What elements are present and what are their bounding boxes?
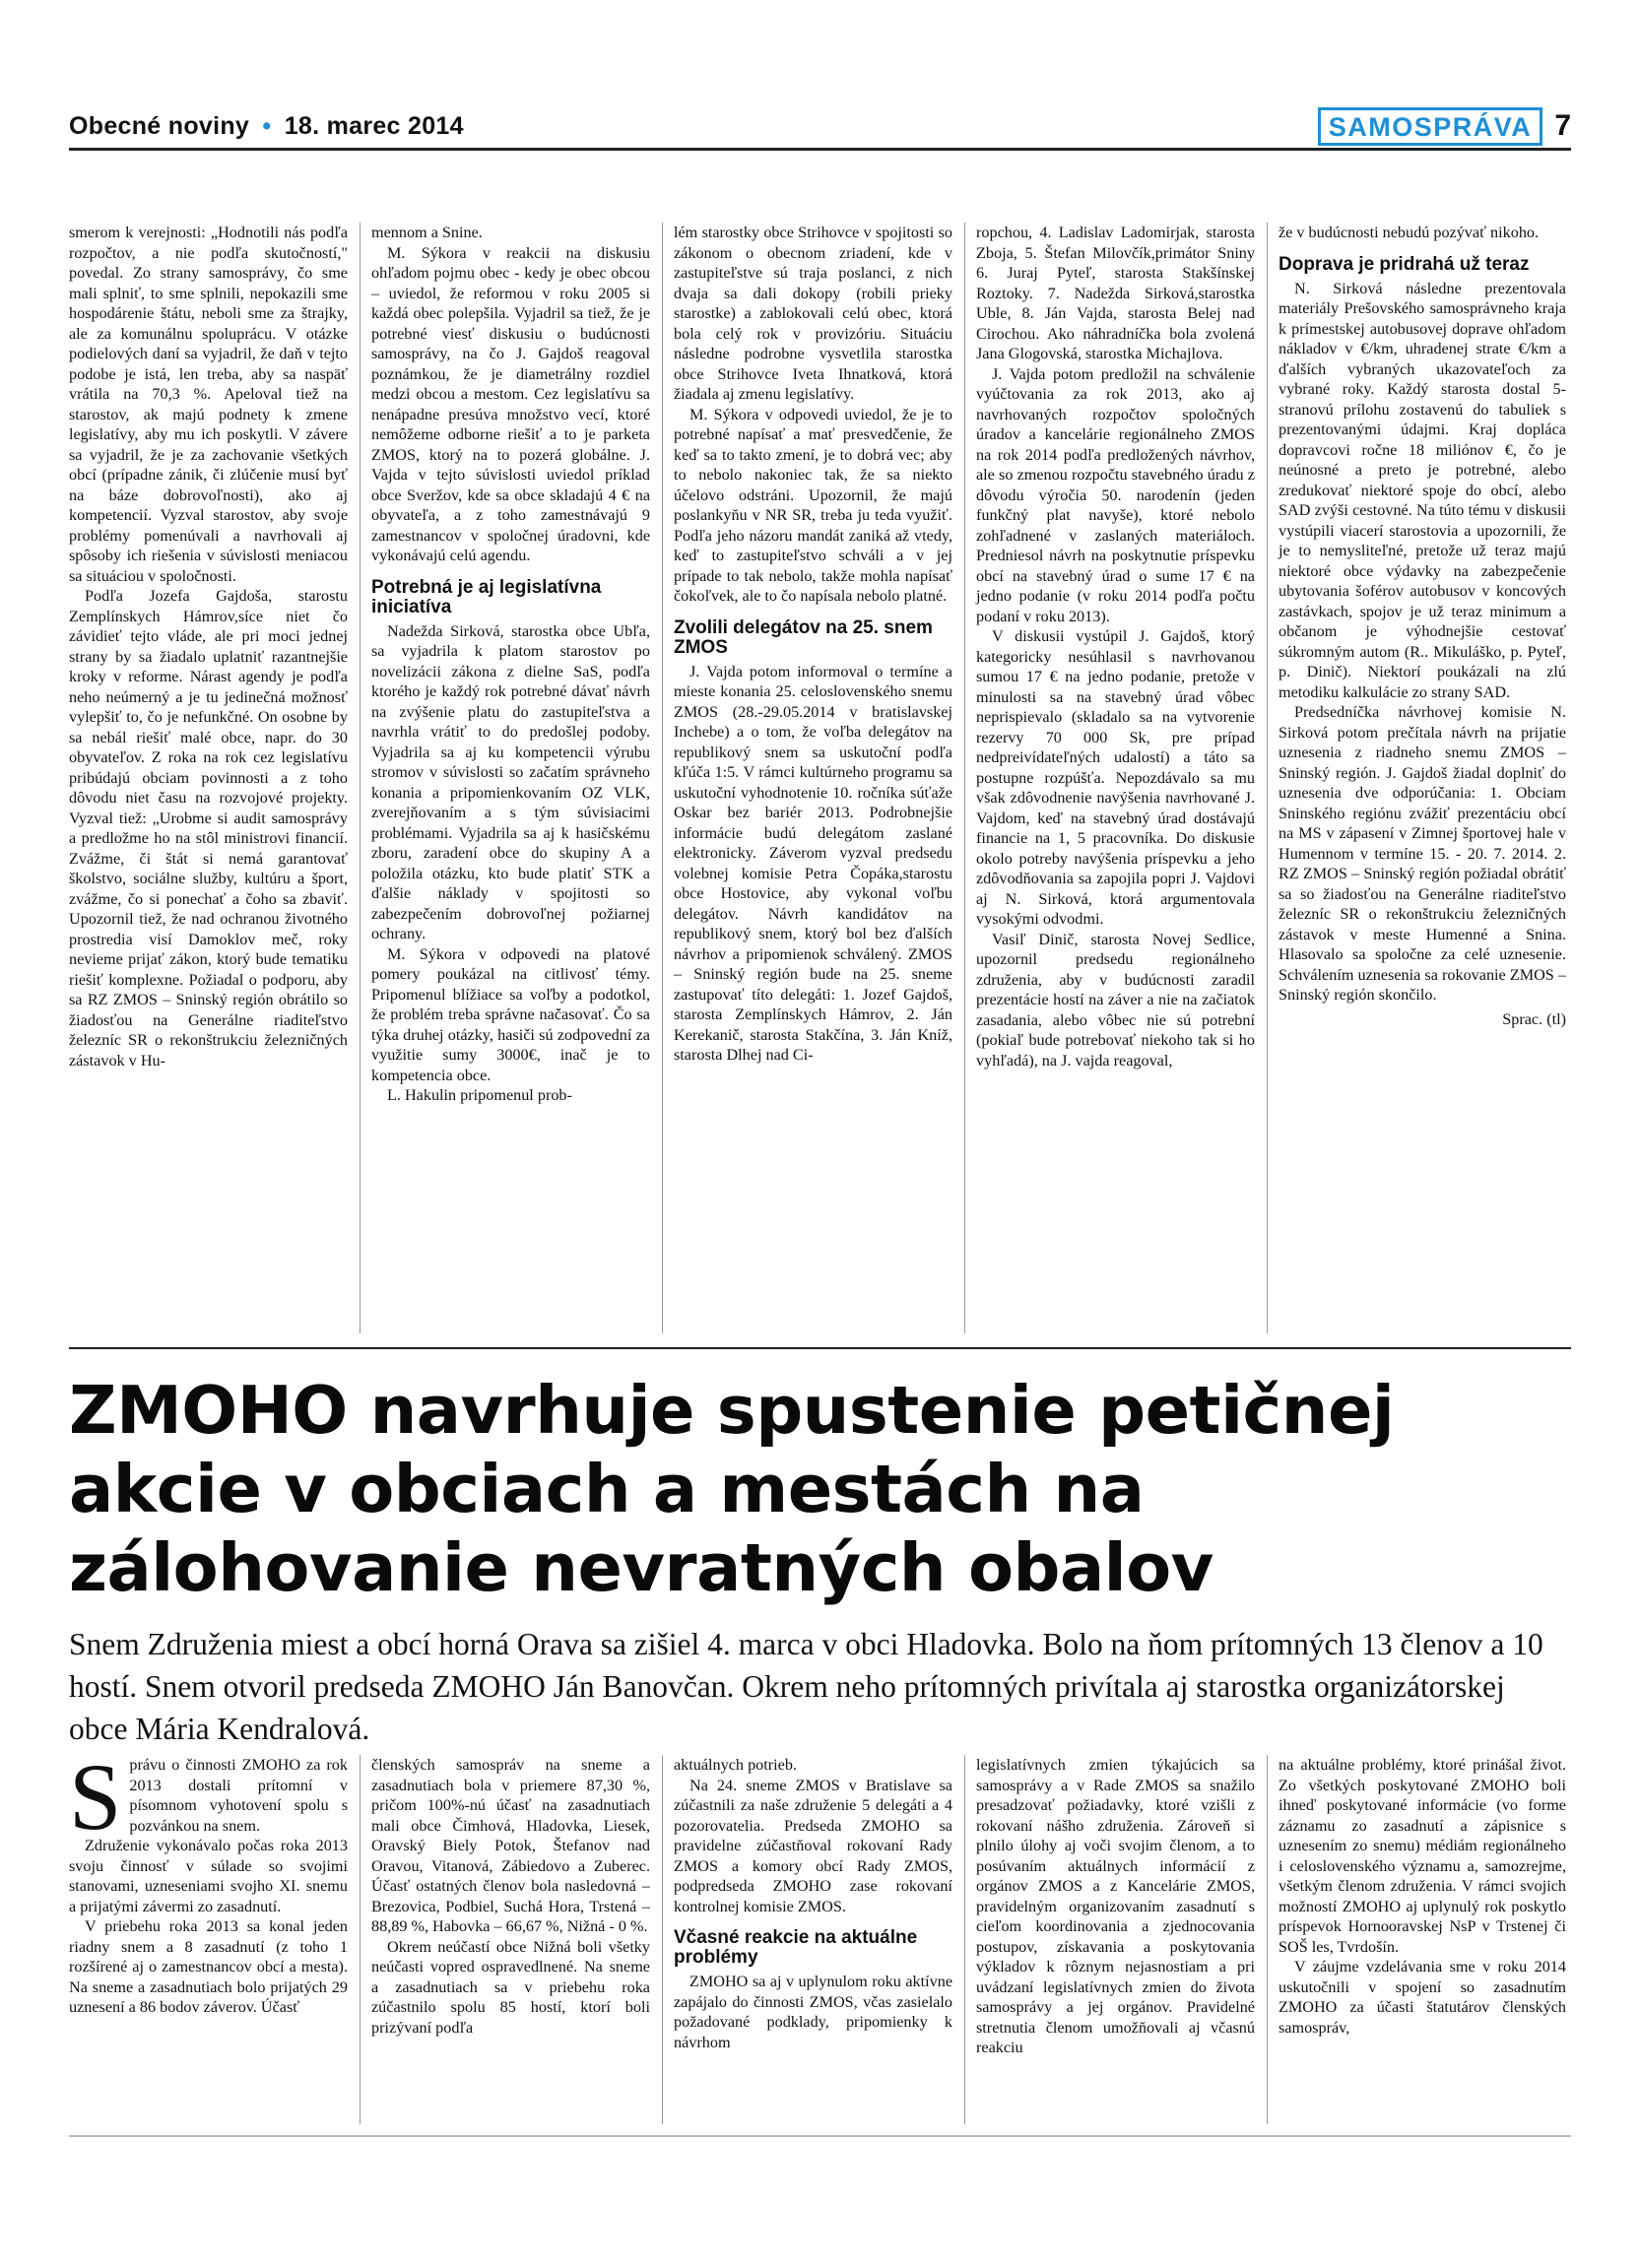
separator-dot: • bbox=[262, 112, 272, 140]
top-article-col-5 bbox=[1279, 223, 1566, 1029]
paragraph: ropchou, 4. Ladislav Ladomirjak, starosta Zboja, 5. Štefan Milovčík,primátor Sniny 6. Juraj Pyteľ, starosta Stakšínskej Roztoky. 7. Nadežda Sirková,starostka Uble, 8. Ján Vajda, starosta Belej nad Cirochou. Ako náhradníčka bola zvolená Jana Glogovská, starostka Michajlova. bbox=[976, 224, 1255, 362]
paragraph: Nadežda Sirková, starostka obce Ubľa, sa vyjadrila k platom starostov po novelizácii zákona z dielne SaS, podľa ktorého je každý rok potrebné dávať návrh na zvýšenie platu do zastupiteľstva a navrhla vrátiť to do predošlej podoby. Vyjadrila sa aj ku kompetencii výrubu stromov v súvislosti so začatím správneho konania a pripomienkovaním OZ VLK, zverejňovaním a s tým súvisiacimi problémami. Vyjadrila sa aj k hasičskému zboru, zaradení obce do skupiny A a položila otázku, kto bude platiť STK a ďalšie náklady v spojitosti so zabezpečením dobrovoľnej požiarnej ochrany. bbox=[371, 621, 650, 942]
paragraph: Okrem neúčastí obce Nižná boli všetky neúčasti vopred ospravedlnené. Na sneme a zasadnutiach sa v priebehu roka zúčastnilo spolu 85 hostí, ktorí boli prizývaní podľa bbox=[371, 1937, 650, 2037]
paragraph: Na 24. sneme ZMOS v Bratislave sa zúčastnili za naše združenie 5 delegáti a 4 pozorovatelia. Predseda ZMOHO sa pravidelne zúčastňoval rokovaní Rady ZMOS a komory obcí Rady ZMOS, podpredseda ZMOHO zase rokovaní kontrolnej komisie ZMOS. bbox=[674, 1776, 952, 1915]
main-article-col-1 bbox=[69, 1744, 348, 2018]
author-signature: Sprac. (tl) bbox=[1502, 1009, 1566, 1028]
subheading: Včasné reakcie na aktuálne problémy bbox=[674, 1927, 918, 1968]
paragraph: mennom a Snine. bbox=[371, 224, 483, 241]
column-divider bbox=[964, 1755, 965, 2124]
main-article-col-2 bbox=[371, 1755, 650, 2038]
page-number: 7 bbox=[1554, 109, 1571, 142]
main-article-col-4 bbox=[976, 1755, 1255, 2058]
paragraph: členských samospráv na sneme a zasadnutiach bola v priemere 87,30 %, pričom 100%-nú účasť na zasadnutiach mali obce Čimhová, Hladovka, Liesek, Oravský Biely Potok, Štefanov nad Oravou, Vitanová, Zábiedovo a Zuberec. Účasť ostatných členov bola nasledovná – Brezovica, Podbiel, Suchá Hora, Trstená – 88,89 %, Habovka – 66,67 %, Nižná - 0 %. bbox=[371, 1756, 650, 1935]
paragraph: na aktuálne problémy, ktoré prinášal život. Zo všetkých poskytované ZMOHO boli ihneď poskytované informácie (vo forme záznamu zo zasadnutí a zápisnice s uznesením zo snemu) médiám regionálneho i celoslovenského významu a, samozrejme, všetkým členom združenia. V rámci svojich možností ZMOHO aj uplynulý rok poskytlo príspevok Hornooravskej NsP v Trstenej či SOŠ les, Tvrdošín. bbox=[1279, 1756, 1566, 1956]
page-header bbox=[69, 106, 1571, 150]
drop-cap: S bbox=[69, 1744, 122, 1849]
paragraph: V záujme vzdelávania sme v roku 2014 uskutočnili v spojení so zasadnutím ZMOHO za účasti štatutárov členských samospráv, bbox=[1279, 1958, 1566, 2037]
column-divider bbox=[360, 223, 361, 1333]
column-divider bbox=[1267, 1755, 1268, 2124]
top-article-col-3 bbox=[674, 223, 952, 1066]
subheading: Doprava je pridrahá už teraz bbox=[1279, 253, 1530, 275]
paragraph: Vasiľ Dinič, starosta Novej Sedlice, upozornil predsedu regionálneho združenia, aby v budúcnosti zaradil prezentácie hostí na záver a nie na začiatok zasadania, alebo vôbec nie sú potrební (pokiaľ bude potrebovať niekoho tak si ho vyhľadá), na J. vajda reagoval, bbox=[976, 930, 1255, 1069]
paragraph: Predsedníčka návrhovej komisie N. Sirková potom prečítala návrh na prijatie uznesenia z riadneho snemu ZMOS – Sninský región. J. Gajdoš žiadal doplniť do uznesenia dve odporúčania: 1. Obciam Sninského regiónu zvážiť prezentáciu obcí na MS v zápasení v Zimnej športovej hale v Humennom v termíne 15. - 20. 7. 2014. 2. RZ ZMOS – Sninský región požiadal obrátiť sa so žiadosťou na Generálne riaditeľstvo železníc SR o rekonštrukciu železničných zástavok v meste Humenné a Snina. Hlasovalo sa spoločne za celé uznesenie. Schválením uznesenia sa rokovanie ZMOS – Sninský región skončilo. bbox=[1279, 703, 1566, 1004]
paragraph: že v budúcnosti nebudú pozývať nikoho. bbox=[1279, 224, 1540, 241]
paragraph: aktuálnych potrieb. bbox=[674, 1756, 797, 1774]
paragraph: V priebehu roka 2013 sa konal jeden riadny snem a 8 zasadnutí (z toho 1 rozšírené aj o zamestnancov obcí a mesta). Na sneme a zasadnutiach bolo prijatých 29 uznesení a 86 bodov záverov. Účasť bbox=[69, 1917, 348, 2016]
top-article-col-2 bbox=[371, 223, 650, 1106]
page-bottom-rule bbox=[69, 2135, 1571, 2137]
lead-paragraph: Snem Združenia miest a obcí horná Orava sa zišiel 4. marca v obci Hladovka. Bolo na ňom prítomných 13 členov a 10 hostí. Snem otvoril predseda ZMOHO Ján Banovčan. Okrem neho prítomných privítala aj starostka organizátorskej obce Mária Kendralová. bbox=[69, 1627, 1543, 1746]
paragraph: smerom k verejnosti: „Hodnotili nás podľa rozpočtov, a nie podľa skutočností," povedal. Zo strany samosprávy, čo sme mali splniť, to sme splnili, nepokazili sme hospodárenie štátu, neboli sme za štrajky, ale za komunálnu spoluprácu. V otázke podielových daní sa vyjadril, že daň v tejto podobe je istá, len treba, aby sa naspäť vrátila na 70,3 %. Apeloval tiež na starostov, ak majú podnety k zmene legislatívy, aby mu ich poskytli. V závere sa vyjadril, že je za zachovanie všetkých obcí (prípadne zánik, či zlúčenie musí byť na báze dobrovoľnosti), ako aj kompetencií. Vyzval starostov, aby svoje problémy pomenúvali a navrhovali aj spôsoby ich riešenia v súvislosti meniacou sa situáciou v spoločnosti. bbox=[69, 224, 348, 585]
column-divider bbox=[662, 1755, 663, 2124]
column-divider bbox=[1267, 223, 1268, 1333]
paragraph: M. Sýkora v odpovedi uviedol, že je to potrebné napísať a mať presvedčenie, že keď sa to takto zmení, je to dobrá vec; aby to nebolo nakoniec tak, že sa niekto účelovo odstráni. Upozornil, že majú poslankyňu v NR SR, treba ju teda využiť. Podľa jeho názoru mandát zaniká až vtedy, keď to zastupiteľstvo schváli a v jej prípade to tak nebolo, takže mohla napísať čokoľvek, ale to čo napísala nebolo platné. bbox=[674, 405, 952, 605]
paragraph: N. Sirková následne prezentovala materiály Prešovského samosprávneho kraja k prímestskej autobusovej doprave ohľadom nákladov v €/km, uhradenej strate €/km a ďalších vybraných ukazovateľoch za vybrané roky. Každý starosta dostal 5-stranovú prílohu zostavenú do tabuliek s prezentovanými údajmi. Kraj dopláca dopravcovi ročne 18 miliónov €, čo je neúnosné a preto je potrebné, alebo zredukovať niektoré spoje do obcí, alebo SAD zvýši cestovné. Na túto tému v diskusii vystúpili viacerí starostovia a upozornili, že je to nemysliteľné, pretože už teraz majú niektoré obce výdavky na zabezpečenie ubytovania šoférov autobusov v koncových zastávkach, spojov je už teraz minimum a občanom je výhodnejšie cestovať súkromným autom (R.. Mikuláško, p. Pyteľ, p. Dinič). Niektorí poukázali na zlú metodiku kalkulácie zo strany SAD. bbox=[1279, 279, 1566, 701]
paragraph: M. Sýkora v reakcii na diskusiu ohľadom pojmu obec - kedy je obec obcou – uviedol, že reformou v roku 2005 si každá obec polepšila. Vyjadril sa tiež, že je potrebné viesť diskusiu o budúcnosti samosprávy, na čo J. Gajdoš reagoval poznámkou, že je diametrálny rozdiel medzi obcou a mestom. Cez legislatívu sa nenápadne presúva množstvo vecí, ktoré nemôžeme odborne riešiť a to je parketa ZMOS, ktorý na to pozerá globálne. J. Vajda v tejto súvislosti uviedol príklad obce Sveržov, kde sa obce skladajú 4 € na obyvateľa, a z toho zamestnávajú 9 zamestnancov v spoločnej úradovni, kde vykonávajú celú agendu. bbox=[371, 243, 650, 564]
paragraph: Podľa Jozefa Gajdoša, starostu Zemplínskych Hámrov,síce niet čo závidieť tejto vláde, ale pri moci jednej strany by sa žiadalo uplatniť razantnejšie kroky v reforme. Nárast agendy je podľa neho neúmerný a je tu jedinečná možnosť vylepšiť to, čo je nefunkčné. On osobne by sa nebál riešiť malé obce, napr. do 30 obyvateľov. Z roka na rok cez legislatívu pribúdajú obciam povinnosti a z toho dôvodu niet času na rozvojové projekty. Vyzval tiež: „Urobme si audit samosprávy a predložme ho na stôl ministrovi financií. Zvážme, či štát si nemá garantovať školstvo, sociálne služby, kultúru a šport, zvážme, čo si ponechať a čoho sa zbaviť. Upozornil tiež, že nad ochranou životného prostredia visí Damoklov meč, roky nevieme prijať zákon, ktorý bude tematiku riešiť komplexne. Požiadal o podporu, aby sa RZ ZMOS – Sninský región obrátilo so žiadosťou na Generálne riaditeľstvo železníc SR o rekonštrukciu železničných zástavok v Hu- bbox=[69, 587, 348, 1069]
paragraph: V diskusii vystúpil J. Gajdoš, ktorý kategoricky nesúhlasil s navrhovanou sumou 17 € na jedno podanie, pretože v minulosti sa na stavebný úrad vôbec neprispievalo (skladalo sa na vytvorenie rezervy 70 000 Sk, pre prípad nedpreivídateľných udalostí) a táto sa postupne rozpúšťa. Nepozdávalo sa mu však zdôvodnenie navýšenia navrhované J. Vajdom, keď na stavebný úrad dostávajú financie na 1, 5 pracovníka. Do diskusie okolo potreby navýšenia príspevku a jeho zdôvodňovania sa zapojila popri J. Vajdovi aj N. Sirková, ktorá argumentovala vysokými odvodmi. bbox=[976, 627, 1255, 928]
paragraph: ZMOHO sa aj v uplynulom roku aktívne zapájalo do činnosti ZMOS, včas zasielalo požadované podklady, pripomienky k návrhom bbox=[674, 1973, 952, 2051]
paragraph: M. Sýkora v odpovedi na platové pomery poukázal na citlivosť témy. Pripomenul blížiace sa voľby a podotkol, že problém treba správne načasovať. Čo sa týka druhej otázky, hasiči sú zodpovední za využitie sumy 3000€, inač je to kompetencia obce. bbox=[371, 944, 650, 1084]
column-divider bbox=[360, 1755, 361, 2124]
header-rule bbox=[69, 148, 1571, 151]
section-name: SAMOSPRÁVA bbox=[1318, 107, 1543, 146]
section-label bbox=[1318, 106, 1571, 146]
paragraph: legislatívnych zmien týkajúcich sa samosprávy a v Rade ZMOS sa snažilo presadzovať požiadavky, ktoré vzišli z rokovaní nášho združenia. Zároveň si plnilo úlohy aj voči svojim členom, a to posúvaním aktuálnych informácií z orgánov ZMOS a z Kancelárie ZMOS, pravidelným organizovaním zasadnutí s cieľom koordinovania a zjednocovania postupov, získavania a poskytovania výkladov k rôznym nejasnostiam a pri uvádzaní legislatívnych zmien do života samosprávy a jej orgánov. Pravidelné stretnutia členom umožňovali aj včasnú reakciu bbox=[976, 1756, 1255, 2056]
main-article-col-3 bbox=[674, 1755, 952, 2052]
headline: ZMOHO navrhuje spustenie petičnej akcie v obciach a mestách na zálohovanie nevratných obalov bbox=[69, 1372, 1395, 1606]
column-divider bbox=[964, 223, 965, 1333]
column-divider bbox=[662, 223, 663, 1333]
paragraph: L. Hakulin pripomenul prob- bbox=[387, 1086, 572, 1104]
subheading: Potrebná je aj legislatívna iniciatíva bbox=[371, 576, 602, 617]
issue-date: 18. marec 2014 bbox=[284, 112, 464, 140]
top-article-col-4 bbox=[976, 223, 1255, 1070]
main-article-col-5 bbox=[1279, 1755, 1566, 2038]
subheading: Zvolili delegátov na 25. snem ZMOS bbox=[674, 616, 933, 658]
masthead bbox=[69, 112, 464, 141]
top-article-col-1 bbox=[69, 223, 348, 1070]
paragraph: Združenie vykonávalo počas roka 2013 svoju činnosť v súlade so svojimi stanovami, uzneseniami svojho XI. snemu a prijatými závermi zo zasadnutí. bbox=[69, 1837, 348, 1915]
article-divider-rule bbox=[69, 1347, 1571, 1349]
paragraph: J. Vajda potom predložil na schválenie vyúčtovania za rok 2013, ako aj navrhovaných rozpočtov spoločných úradov a kancelárie regionálneho ZMOS na rok 2014 podľa predložených návrhov, ale so zmenou rozpočtu stavebného úradu z dôvodu výročia 50. narodenín (jeden funkčný plat navyše), ktoré nebolo zohľadnené v zaslaných materiáloch. Predniesol návrh na poskytnutie príspevku obcí na stavebný úrad o sume 17 € na jedno podanie (v roku 2014 podľa počtu podaní v roku 2013). bbox=[976, 364, 1255, 625]
paragraph: J. Vajda potom informoval o termíne a mieste konania 25. celoslovenského snemu ZMOS (28.-29.05.2014 v bratislavskej Inchebe) a o tom, že voľba delegátov na republikový snem sa uskutoční podľa kľúča 1:5. V rámci kultúrneho programu sa uskutoční vyhodnotenie 10. ročníka súťaže Oskar bez bariér 2013. Podrobnejšie informácie budú delegátom zaslané elektronicky. Záverom vyzval predsedu volebnej komisie Petra Čopáka,starostu obce Hostovice, aby vykonal voľbu delegátov. Návrh kandidátov na republikový snem, ktorý bol bez ďalších návrhov a pripomienok schválený. ZMOS – Sninský región bude na 25. sneme zastupovať títo delegáti: 1. Jozef Gajdoš, starosta Zemplínskych Hámrov, 2. Ján Kerekanič, starosta Stakčína, 3. Ján Kníž, starosta Dlhej nad Ci- bbox=[674, 662, 952, 1064]
paper-name: Obecné noviny bbox=[69, 112, 250, 140]
paragraph: lém starostky obce Strihovce v spojitosti so zákonom o obecnom zriadení, kde v zastupiteľstve sú traja poslanci, z nich dvaja sa dali dokopy (robili prieky starostke) a zablokovali celú obec, ktorá bola celý rok v provizóriu. Situáciu následne podrobne vysvetlila starostka obce Strihovce Iveta Ihnatková, ktorá žiadala aj zmenu legislatívy. bbox=[674, 224, 952, 403]
paragraph-start: právu o činnosti ZMOHO za rok 2013 dostali prítomní v písomnom vyhotovení spolu s pozvánkou na snem. bbox=[129, 1756, 348, 1835]
